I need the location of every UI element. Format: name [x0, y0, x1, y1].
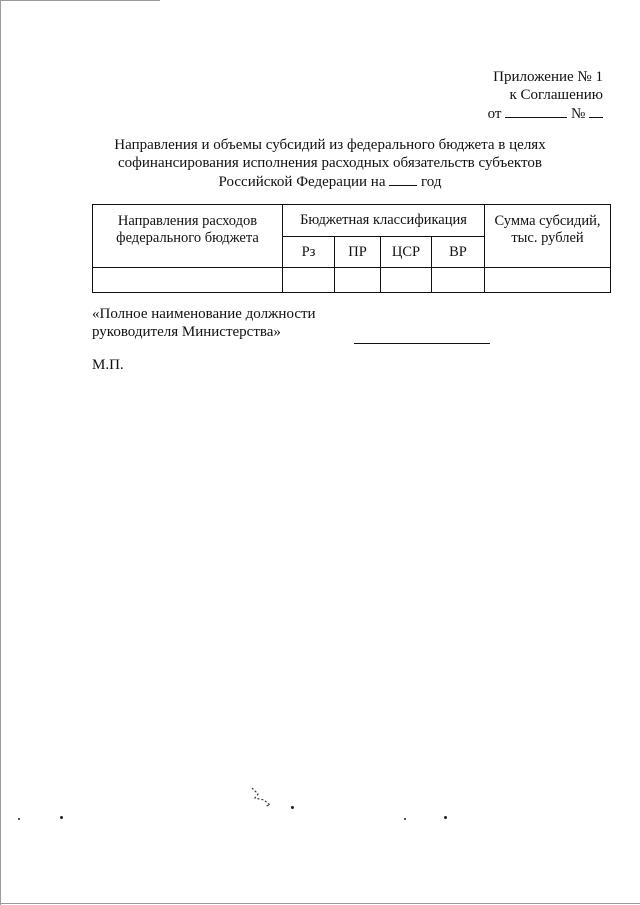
header-rz: Рз — [283, 237, 335, 268]
scan-edge-left — [0, 0, 1, 905]
title-line-1: Направления и объемы субсидий из федерального бюджета в целях — [114, 137, 546, 153]
scan-scribble — [248, 786, 278, 808]
cell-pr — [335, 268, 381, 293]
scan-speck — [60, 816, 63, 819]
scan-speck — [18, 818, 20, 820]
signature-block — [92, 305, 316, 341]
appendix-number: Приложение № 1 — [493, 69, 603, 85]
scan-edge-top — [0, 0, 160, 1]
cell-directions — [93, 268, 283, 293]
header-vr: ВР — [432, 237, 485, 268]
scan-speck — [444, 816, 447, 819]
title-line-3 — [95, 172, 565, 192]
number-blank — [589, 104, 603, 118]
signature-line-1: «Полное наименование должности — [92, 306, 316, 322]
table-row — [93, 268, 611, 293]
scan-speck — [291, 806, 294, 809]
header-sum: Сумма субсидий, тыс. рублей — [485, 205, 611, 268]
scan-speck — [404, 818, 406, 820]
appendix-date-number — [488, 104, 603, 123]
document-title — [95, 137, 565, 192]
header-directions: Направления расходов федерального бюджета — [93, 205, 283, 268]
cell-sum — [485, 268, 611, 293]
header-pr: ПР — [335, 237, 381, 268]
title-year-word: год — [420, 174, 442, 190]
scan-edge-bottom — [0, 903, 640, 904]
cell-tsr — [381, 268, 432, 293]
year-blank — [389, 172, 417, 186]
from-label: от — [487, 106, 502, 122]
signature-underline — [354, 343, 490, 344]
signature-line-2: руководителя Министерства» — [92, 324, 281, 340]
stamp-placeholder: М.П. — [92, 357, 124, 373]
appendix-agreement: к Соглашению — [509, 87, 603, 103]
number-label: № — [570, 106, 586, 122]
cell-rz — [283, 268, 335, 293]
header-classification: Бюджетная классификация — [283, 205, 485, 237]
subsidy-table — [92, 204, 611, 293]
date-blank — [505, 104, 567, 118]
appendix-header — [488, 68, 603, 123]
cell-vr — [432, 268, 485, 293]
title-line-2: софинансирования исполнения расходных обязательств субъектов — [118, 154, 542, 171]
header-tsr: ЦСР — [381, 237, 432, 268]
title-line-3-text: Российской Федерации на — [218, 174, 386, 190]
